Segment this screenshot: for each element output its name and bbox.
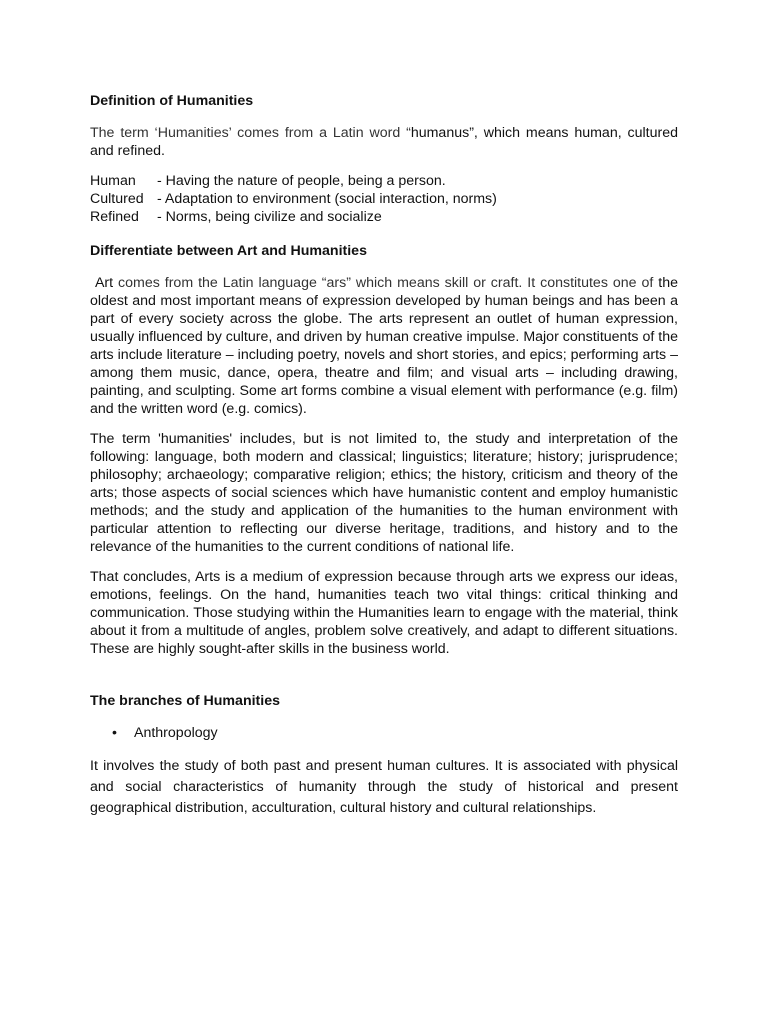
art-lead-text: comes from the Latin language “ars” which means skill or craft. It constitutes one of <box>113 275 654 291</box>
term-meaning: - Having the nature of people, being a person. <box>157 173 446 189</box>
art-word: Art <box>94 275 114 291</box>
term-row-cultured <box>90 190 497 208</box>
term-definitions-table <box>90 172 497 226</box>
definition-intro-rest: humanus”, which means human, cultured and refined. <box>90 125 678 159</box>
term-meaning: - Norms, being civilize and socialize <box>157 209 382 225</box>
heading-definition-of-humanities: Definition of Humanities <box>90 93 254 109</box>
branch-label: Anthropology <box>134 725 218 741</box>
branches-list <box>90 724 678 742</box>
document-page <box>90 92 678 819</box>
term-label: Refined <box>90 209 139 225</box>
term-label: Human <box>90 173 136 189</box>
term-row-human <box>90 172 497 190</box>
term-meaning: - Adaptation to environment (social interaction, norms) <box>157 191 497 207</box>
definition-intro-lead: The term ‘Humanities’ comes from a Latin word “ <box>90 125 411 141</box>
anthropology-paragraph: It involves the study of both past and present human cultures. It is associated with physical and social characteristics of humanity through the study of historical and present geographical distribution, acculturation, cultural history and cultural relationships. <box>90 758 678 816</box>
heading-branches-of-humanities: The branches of Humanities <box>90 693 280 709</box>
definition-intro-paragraph <box>90 124 678 160</box>
conclusion-paragraph: That concludes, Arts is a medium of expression because through arts we express our ideas, emotions, feelings. On the hand, humanities teach two vital things: critical thinking and communication. Those studying within the Humanities learn to engage with the material, think about it from a multitude of angles, problem solve creatively, and adapt to different situations. These are highly sought-after skills in the business world. <box>90 569 678 657</box>
bullet-icon: • <box>112 725 117 741</box>
term-row-refined <box>90 208 497 226</box>
list-item <box>90 724 678 742</box>
humanities-paragraph: The term 'humanities' includes, but is not limited to, the study and interpretation of the following: language, both modern and classical; linguistics; literature; history; jurisprudence; philosophy; archaeology; comparative religion; ethics; the history, criticism and theory of the arts; those aspects of social sciences which have humanistic content and employ humanistic methods; and the study and application of the humanities to the human environment with particular attention to reflecting our diverse heritage, traditions, and history and to the relevance of the humanities to the current conditions of national life. <box>90 431 678 555</box>
art-rest-text: the oldest and most important means of expression developed by human beings and has been a part of every society across the globe. The arts represent an outlet of human expression, usually influenced by culture, and driven by human creative impulse. Major constituents of the arts include literature – including poetry, novels and short stories, and epics; performing arts – among them music, dance, opera, theatre and film; and visual arts – including drawing, painting, and sculpting. Some art forms combine a visual element with performance (e.g. film) and the written word (e.g. comics). <box>90 275 678 417</box>
heading-differentiate-art-humanities: Differentiate between Art and Humanities <box>90 243 367 259</box>
term-label: Cultured <box>90 191 144 207</box>
art-paragraph <box>90 274 678 418</box>
